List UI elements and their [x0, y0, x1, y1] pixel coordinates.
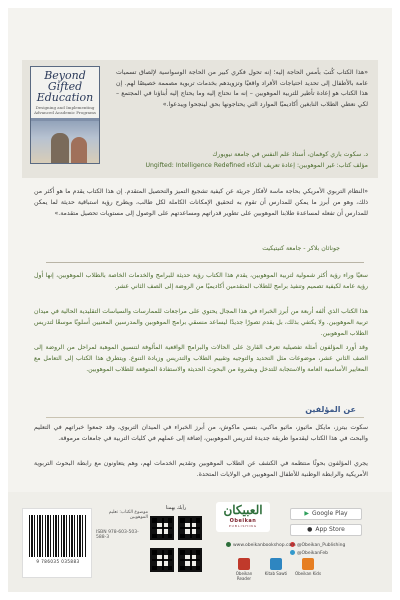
google-play-badge[interactable]: [290, 508, 362, 520]
qr-code-1[interactable]: [150, 516, 174, 540]
isbn-number: ISBN 978-603-503-588-3: [96, 530, 139, 540]
body-paragraph-2: هذا الكتاب الذي ألفه أربعة من أبرز الخبراء في هذا المجال يحتوي على مراجعات للممارسات والسياسات التقليدية الحالية في ميدان تربية الموهوبين. ولا يكتفي بذلك، بل يقدم تصورًا جديدًا ليساعد منسقي برامج الموهوبين والمدرسين المعنيين أسلوبًا موسعًا لتدريس الطلاب الموهوبين.: [34, 308, 368, 337]
isbn-barcode: [22, 508, 92, 578]
cover-title: Beyond Gifted Education: [31, 67, 99, 105]
barcode-bars: [29, 515, 87, 557]
subject-label: موضوع الكتاب: تعليم الموهوبين: [108, 510, 148, 520]
body-paragraph-3: وقد أورد المؤلفون أمثلة تفصيلية تعرف القارئ على الحالات والبرامج الواقعية المألوفة لتنسيق الموهبة لمراحل من الروضة إلى الصف الثاني عشر، موضوعات مثل التحديد والتوجيه وتقييم الطلاب والتدريس وزيادة التنوع. ويتطرق هذا الكتاب إلى التعامل مع المعايير الأساسية العامة والاستجابة للتدخل وبشروة من البحوث الحديثة والاستفادة المتوقعة للطلاب الموهوبين.: [34, 344, 368, 373]
cover-subtitle: Designing and Implementing Advanced Academic Programs: [31, 105, 99, 118]
reader-app-icon: [238, 558, 250, 570]
social-publishing[interactable]: @Obeikan_Publishing: [290, 542, 345, 548]
divider: [46, 262, 364, 263]
publisher-name-en: Obeikan: [229, 518, 257, 524]
audio-book-app-icon: [270, 558, 282, 570]
app-obeikan-kids[interactable]: Obeikan Kids: [294, 558, 322, 576]
globe-icon: [226, 542, 231, 547]
app-obeikan-reader[interactable]: Obeikan Reader: [230, 558, 258, 581]
qr-code-3[interactable]: [150, 548, 174, 572]
apple-icon: ●: [307, 526, 313, 533]
app-store-badge[interactable]: [290, 524, 362, 536]
authors-paragraph-1: سكوت بيترز، مايكل ماثيوز، ماثيو ماكبي، بتسي ماكوش، من أبرز الخبراء في الميدان التربوي، وقد جمعوا خبراتهم في التعليم والبحث في هذا الكتاب ليقدموا طريقة جديدة لتدريس الموهوبين، إضافة إلى عملهم في كليات التربية في جامعات مرموقة.: [34, 424, 368, 442]
bookshop-website[interactable]: www.obeikanbookshop.com: [226, 542, 296, 548]
authors-divider: [46, 417, 364, 418]
authors-heading: عن المؤلفين: [305, 405, 356, 414]
play-icon: ▶: [304, 510, 310, 517]
isbn-digits: 9 786035 035883: [36, 559, 80, 564]
second-quote-credit: جوناثان بلاكر - جامعة كنيتيكيت: [262, 245, 340, 252]
kids-app-icon: [302, 558, 314, 570]
publisher-tagline: PUBLISHING: [228, 524, 258, 528]
book-cover-thumbnail: [30, 66, 100, 164]
top-quote-text: «هذا الكتاب كُتبَ بأمس الحاجة إليه؛ إنه تحول فكري كبير من الحاجة الوسواسية لإلصاق تسميات عامة بالأطفال إلى تحديد احتياجات الأفراد واقعيًا وتزويدهم بخدمات تربوية مصممة خصيصًا لهم. إن هذا الكتاب هو إعادة تأطير للتربية الموهوبين – إنه ما نحتاج إليه وما يحتاج إليه أبناؤنا في المجتمع – لكي نعطي الطلاب النابغين أكاديميًا الموارد التي يحتاجونها بحق لينجحوا ويبدعوا.»: [116, 69, 368, 108]
qr-code-4[interactable]: [178, 548, 202, 572]
social-feb[interactable]: @ObeikanFeb: [290, 550, 328, 556]
app-store-label: App Store: [315, 526, 345, 533]
top-quote-credit: د. سكوت باري كوفمان، أستاذ علم النفس في جامعة نيويورك: [212, 151, 368, 158]
second-quote-text: «النظام التربوي الأمريكي بحاجة ماسة لأفكار جريئة عن كيفية تشجيع التميز والتحصيل المتقدم. إن هذا الكتاب يقدم ما هو أكثر من ذلك، وهو من أبرز ما يمكن للمدارس أن تقوم به لتحقيق الإمكانات الكاملة لكل طالب، ويطرح رؤية استباقية حديثة لما يمكن للمدارس أن تفعله لمساعدة طلابنا الموهوبين على تطوير قدراتهم ومساعدتهم على الوصول إلى مستويات تحصيل متقدمة.»: [34, 188, 368, 217]
qr-code-2[interactable]: [178, 516, 202, 540]
google-play-label: Google Play: [312, 510, 348, 517]
social-icon: [290, 550, 295, 555]
authors-paragraph-2: يجري المؤلفون بحوثًا منتظمة في الكشف عن الطلاب الموهوبين وتقديم الخدمات لهم، وهم يتعاونون مع رابطة البحوث التربوية الأمريكية والرابطة الوطنية للأطفال الموهوبين في الولايات المتحدة.: [34, 460, 368, 478]
cover-photo: [31, 121, 99, 163]
body-paragraph-1: سعيًا وراء رؤية أكثر شمولية لتربية الموهوبين، يقدم هذا الكتاب رؤية حديثة للبرامج والخدمات الخاصة بالطلاب الموهوبين، إنها أول رؤية عامة لكيفية تصميم وتنفيذ برامج للطلاب المتقدمين أكاديميًا من الروضة إلى الصف الثاني عشر.: [34, 272, 368, 290]
qr-caption: رأيك يهمنا: [165, 505, 187, 511]
app-kitab-sawti[interactable]: Kitab Sawti: [262, 558, 290, 576]
top-quote-credit-book: مؤلف كتاب: غير الموهوبين: إعادة تعريف الذكاء Ungifted: Intelligence Redefined: [145, 162, 368, 169]
publisher-name-ar: العبيكان: [223, 503, 263, 517]
publisher-logo: [216, 502, 270, 532]
